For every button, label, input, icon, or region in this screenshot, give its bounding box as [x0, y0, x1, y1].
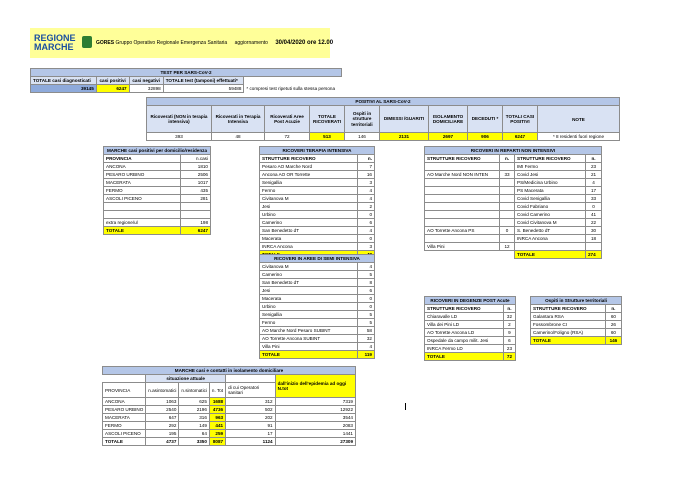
province-cases-row — [104, 163, 211, 171]
isolation-cell: 202 — [226, 414, 276, 422]
isolation-cell: 4736 — [209, 406, 225, 414]
isolation-row — [103, 430, 356, 438]
icu-table — [259, 146, 375, 259]
positives-header-recovered: DIMESSI /GUARITI — [380, 106, 429, 133]
non-icu-cell-right: 0 — [586, 203, 602, 211]
non-icu-cell-left: AO Torrette Ancona PS — [425, 227, 500, 235]
non-icu-cell-right: Covid Civitanova M — [515, 219, 586, 227]
isolation-subtitle: situazione attuale — [146, 375, 226, 383]
positives-total-value: 6247 — [503, 133, 538, 141]
non-icu-cell-left — [425, 235, 500, 243]
isolation-cell: 316 — [179, 414, 210, 422]
isolation-cell: ANCONA — [103, 398, 146, 406]
non-icu-total: 274 — [586, 251, 602, 259]
isolation-cell: 502 — [226, 406, 276, 414]
isolation-cell: 292 — [146, 422, 179, 430]
territorial-row — [531, 321, 622, 329]
org-name: GORES — [96, 40, 115, 46]
positives-icu-value: 48 — [212, 133, 265, 141]
territorial-title: Ospiti in Strutture territoriali — [531, 297, 622, 305]
non-icu-col-count-left: n. — [500, 155, 515, 163]
post-acute-cell: 32 — [503, 313, 515, 321]
icu-cell: 0 — [358, 235, 375, 243]
non-icu-cell-right: 33 — [586, 195, 602, 203]
non-icu-cell-left — [500, 219, 515, 227]
icu-row — [260, 171, 375, 179]
isolation-cell: PESARO URBINO — [103, 406, 146, 414]
isolation-total-asymptomatic: 4737 — [146, 438, 179, 446]
icu-row — [260, 163, 375, 171]
icu-row — [260, 219, 375, 227]
isolation-total-cumulative: 27309 — [275, 438, 355, 446]
non-icu-row — [425, 187, 602, 195]
positives-title: POSITIVI AL SARS-CoV-2 — [147, 98, 620, 106]
isolation-cell: 1688 — [209, 398, 225, 406]
post-acute-row — [425, 329, 516, 337]
territorial-cell: Camerino/Foligno (RSA) — [531, 329, 606, 337]
isolation-header-cumulative: dall'inizio dell'epidemia ad oggi N.tot — [275, 375, 355, 398]
non-icu-cell-left: 12 — [500, 243, 515, 251]
semi-icu-row — [260, 343, 375, 351]
isolation-title: MARCHE casi e contatti in isolamento domiciliare — [103, 367, 356, 375]
semi-icu-row — [260, 271, 375, 279]
semi-icu-row — [260, 335, 375, 343]
positives-header-post-acute: Ricoverati Aree Post Acuzie — [265, 106, 310, 133]
province-cases-cell: 1810 — [180, 163, 210, 171]
province-cases-row — [104, 187, 211, 195]
isolation-cell: 1441 — [275, 430, 355, 438]
semi-icu-row — [260, 295, 375, 303]
isolation-total-symptomatic: 3350 — [179, 438, 210, 446]
non-icu-cell-right: 4 — [586, 179, 602, 187]
positives-post-acute-value: 72 — [265, 133, 310, 141]
isolation-cell: 312 — [226, 398, 276, 406]
non-icu-col-count-right: n. — [586, 155, 602, 163]
non-icu-row — [425, 235, 602, 243]
semi-icu-title: RICOVERI IN AREE DI SEMI INTENSIVA — [260, 255, 375, 263]
tests-title: TEST PER SARS-CoV-2 — [31, 69, 342, 77]
province-cases-cell: extra regione/ul — [104, 219, 181, 227]
post-acute-cell: INRCA Fermo LD — [425, 345, 504, 353]
semi-icu-cell: Villa Pini — [260, 343, 358, 351]
non-icu-row — [425, 203, 602, 211]
icu-row — [260, 235, 375, 243]
isolation-cell: 2540 — [146, 406, 179, 414]
semi-icu-row — [260, 311, 375, 319]
icu-cell: Urbino — [260, 211, 358, 219]
isolation-cell: 647 — [146, 414, 179, 422]
semi-icu-cell: Macerata — [260, 295, 358, 303]
isolation-header-province: PROVINCIA — [103, 383, 146, 398]
semi-icu-cell: AO Torrette Ancona SUBINT — [260, 335, 358, 343]
post-acute-cell: Ospedale da campo milit. Jesi — [425, 337, 504, 345]
province-cases-row — [104, 219, 211, 227]
update-label: aggiornamento — [234, 40, 268, 46]
post-acute-col-count: n. — [503, 305, 515, 313]
text-cursor — [405, 403, 406, 410]
semi-icu-cell: 5 — [358, 311, 375, 319]
isolation-cell: 3544 — [275, 414, 355, 422]
semi-icu-table — [259, 254, 375, 359]
icu-row — [260, 227, 375, 235]
territorial-total-label: TOTALE — [531, 337, 606, 345]
non-icu-row — [425, 163, 602, 171]
province-cases-total: 6247 — [180, 227, 210, 235]
province-cases-row — [104, 179, 211, 187]
positives-territorial-value: 146 — [345, 133, 380, 141]
isolation-cell: 259 — [209, 430, 225, 438]
semi-icu-row — [260, 327, 375, 335]
isolation-row — [103, 406, 356, 414]
org-subtitle: Gruppo Operativo Regionale Emergenza Sanitaria — [115, 40, 228, 46]
post-acute-cell: 6 — [503, 337, 515, 345]
positives-non-icu-value: 393 — [147, 133, 212, 141]
semi-icu-total: 119 — [358, 351, 375, 359]
icu-cell: 2 — [358, 203, 375, 211]
isolation-cell: 17 — [226, 430, 276, 438]
province-cases-col-count: n.casi — [180, 155, 210, 163]
isolation-cell: 12922 — [275, 406, 355, 414]
non-icu-cell-left — [500, 163, 515, 171]
semi-icu-cell: 32 — [358, 335, 375, 343]
non-icu-row — [425, 171, 602, 179]
territorial-col-structure: STRUTTURE RICOVERO — [531, 305, 606, 313]
non-icu-cell-left: 33 — [500, 171, 515, 179]
logo-line-2: MARCHE — [34, 42, 74, 52]
non-icu-cell-left — [425, 179, 500, 187]
non-icu-row — [425, 227, 602, 235]
semi-icu-cell: Senigallia — [260, 311, 358, 319]
post-acute-cell: 23 — [503, 345, 515, 353]
isolation-cell: 441 — [209, 422, 225, 430]
tests-total-value: 59488 — [163, 85, 244, 93]
non-icu-row — [425, 195, 602, 203]
province-cases-cell: 281 — [180, 195, 210, 203]
non-icu-cell-right: Covid Fabriano — [515, 203, 586, 211]
non-icu-cell-right: Covid Senigallia — [515, 195, 586, 203]
province-cases-col-province: PROVINCIA — [104, 155, 181, 163]
province-cases-cell: 198 — [180, 219, 210, 227]
isolation-total-label: TOTALE — [103, 438, 146, 446]
isolation-cell: 2083 — [275, 422, 355, 430]
icu-cell: Fermo — [260, 187, 358, 195]
non-icu-cell-right: 41 — [586, 211, 602, 219]
isolation-cell: 149 — [179, 422, 210, 430]
isolation-cell: 7319 — [275, 398, 355, 406]
tests-header-diagnosed: TOTALE casi diagnosticati — [31, 77, 97, 85]
isolation-total-health-workers: 1124 — [226, 438, 276, 446]
positives-header-territorial: Ospiti in strutture territoriali — [345, 106, 380, 133]
non-icu-cell-right: Covid Camerino — [515, 211, 586, 219]
semi-icu-cell: 6 — [358, 287, 375, 295]
territorial-cell: 60 — [605, 313, 621, 321]
province-cases-cell — [180, 211, 210, 219]
semi-icu-cell: Fermo — [260, 319, 358, 327]
isolation-cell: FERMO — [103, 422, 146, 430]
isolation-header-asymptomatic: n.asintomatici — [146, 383, 179, 398]
post-acute-row — [425, 321, 516, 329]
province-cases-row — [104, 171, 211, 179]
logo-line-1: REGIONE — [34, 33, 76, 43]
icu-cell: 3 — [358, 243, 375, 251]
icu-cell: 7 — [358, 163, 375, 171]
tests-header-positive: casi positivi — [96, 77, 129, 85]
icu-cell: Senigallia — [260, 179, 358, 187]
province-cases-cell: 435 — [180, 187, 210, 195]
semi-icu-cell: Civitanova M — [260, 263, 358, 271]
isolation-table — [102, 366, 356, 446]
semi-icu-cell: Urbino — [260, 303, 358, 311]
positives-table — [146, 97, 620, 141]
non-icu-cell-left — [425, 187, 500, 195]
non-icu-cell-left: Villa Pini — [425, 243, 500, 251]
non-icu-total-label: TOTALE — [515, 251, 586, 259]
post-acute-cell: Chiaravalle LD — [425, 313, 504, 321]
non-icu-col-structure-left: STRUTTURE RICOVERO — [425, 155, 500, 163]
icu-cell: Jesi — [260, 203, 358, 211]
tests-diagnosed-value: 39145 — [31, 85, 97, 93]
icu-row — [260, 187, 375, 195]
semi-icu-cell: 5 — [358, 319, 375, 327]
logo-emblem-icon — [82, 36, 92, 48]
province-cases-cell: ANCONA — [104, 163, 181, 171]
semi-icu-cell: 8 — [358, 279, 375, 287]
icu-cell: 16 — [358, 171, 375, 179]
post-acute-row — [425, 345, 516, 353]
regione-marche-logo — [34, 34, 86, 54]
non-icu-cell-right: PS Macerata — [515, 187, 586, 195]
positives-header-total-hosp: TOTALE RICOVERATI — [310, 106, 345, 133]
icu-cell: Pesaro AO Marche Nord — [260, 163, 358, 171]
isolation-header-total: n. Tot — [209, 383, 225, 398]
province-cases-cell: PESARO URBINO — [104, 171, 181, 179]
semi-icu-row — [260, 303, 375, 311]
semi-icu-cell: 4 — [358, 343, 375, 351]
icu-cell: 6 — [358, 219, 375, 227]
territorial-row — [531, 329, 622, 337]
province-cases-cell — [104, 203, 181, 211]
post-acute-cell: 9 — [503, 329, 515, 337]
isolation-cell: 1063 — [146, 398, 179, 406]
isolation-row — [103, 398, 356, 406]
province-cases-row — [104, 203, 211, 211]
post-acute-table — [424, 296, 516, 361]
non-icu-row — [425, 219, 602, 227]
non-icu-cell-left — [425, 219, 500, 227]
tests-negative-value: 32898 — [129, 85, 163, 93]
isolation-cell: 2196 — [179, 406, 210, 414]
territorial-cell: Galantara RSA — [531, 313, 606, 321]
non-icu-col-structure-right: STRUTTURE RICOVERO — [515, 155, 586, 163]
non-icu-cell-right: 22 — [586, 219, 602, 227]
isolation-row — [103, 422, 356, 430]
province-cases-cell — [104, 211, 181, 219]
province-cases-total-label: TOTALE — [104, 227, 181, 235]
territorial-col-count: n. — [605, 305, 621, 313]
semi-icu-cell: 5 — [358, 271, 375, 279]
positives-header-non-icu: Ricoverati (NON in terapia intensiva) — [147, 106, 212, 133]
post-acute-cell: Villa dei Pini LD — [425, 321, 504, 329]
post-acute-total: 72 — [503, 353, 515, 361]
isolation-header-health-workers: di cui Operatori sanitari — [226, 383, 276, 398]
icu-cell: 0 — [358, 211, 375, 219]
province-cases-cell: ASCOLI PICENO — [104, 195, 181, 203]
non-icu-cell-right: PS/Medicina Urbino — [515, 179, 586, 187]
non-icu-cell-right: Covid Jesi — [515, 171, 586, 179]
non-icu-cell-right — [586, 243, 602, 251]
non-icu-cell-right: INRCA Ancona — [515, 235, 586, 243]
tests-positive-value: 6247 — [96, 85, 129, 93]
territorial-cell: Fossombrone CI — [531, 321, 606, 329]
province-cases-cell: 1017 — [180, 179, 210, 187]
positives-total-hosp-value: 513 — [310, 133, 345, 141]
province-cases-cell: 2506 — [180, 171, 210, 179]
post-acute-row — [425, 337, 516, 345]
icu-cell: 4 — [358, 227, 375, 235]
province-cases-row — [104, 195, 211, 203]
isolation-header-symptomatic: n.sintomatici — [179, 383, 210, 398]
province-cases-cell: MACERATA — [104, 179, 181, 187]
semi-icu-cell: 4 — [358, 263, 375, 271]
tests-table — [30, 68, 342, 93]
icu-col-structure: STRUTTURE RICOVERO — [260, 155, 358, 163]
post-acute-title: RICOVERI IN DEGENZE POST Acute — [425, 297, 516, 305]
non-icu-cell-left — [425, 211, 500, 219]
post-acute-total-label: TOTALE — [425, 353, 504, 361]
non-icu-cell-left — [500, 235, 515, 243]
non-icu-cell-left — [425, 203, 500, 211]
territorial-cell: 60 — [605, 329, 621, 337]
isolation-cell: 195 — [146, 430, 179, 438]
semi-icu-row — [260, 279, 375, 287]
non-icu-cell-left: 0 — [500, 227, 515, 235]
territorial-table — [530, 296, 622, 345]
semi-icu-row — [260, 263, 375, 271]
icu-row — [260, 243, 375, 251]
positives-isolation-value: 2697 — [429, 133, 468, 141]
icu-cell: 3 — [358, 179, 375, 187]
non-icu-cell-left — [425, 195, 500, 203]
non-icu-row — [425, 179, 602, 187]
non-icu-cell-left: AO Marche Nord NON INTEN — [425, 171, 500, 179]
positives-header-notes: NOTE — [538, 106, 620, 133]
non-icu-cell-left — [425, 163, 500, 171]
non-icu-cell-right — [515, 243, 586, 251]
icu-cell: Macerata — [260, 235, 358, 243]
non-icu-cell-left — [500, 195, 515, 203]
isolation-row — [103, 414, 356, 422]
post-acute-col-structure: STRUTTURE RICOVERO — [425, 305, 504, 313]
province-cases-table — [103, 146, 211, 235]
semi-icu-cell: 0 — [358, 303, 375, 311]
tests-header-total: TOTALE test (tamponi) effettuati* — [163, 77, 244, 85]
positives-recovered-value: 2131 — [380, 133, 429, 141]
isolation-cell: MACERATA — [103, 414, 146, 422]
icu-cell: Camerino — [260, 219, 358, 227]
header-info — [96, 40, 333, 47]
positives-header-deaths: DECEDUTI * — [468, 106, 503, 133]
semi-icu-cell: Camerino — [260, 271, 358, 279]
semi-icu-row — [260, 319, 375, 327]
non-icu-cell-left — [500, 211, 515, 219]
province-cases-cell: FERMO — [104, 187, 181, 195]
update-date: 30/04/2020 ore 12.00 — [275, 40, 334, 46]
isolation-cell: ASCOLI PICENO — [103, 430, 146, 438]
semi-icu-total-label: TOTALE — [260, 351, 358, 359]
icu-cell: 4 — [358, 195, 375, 203]
non-icu-table — [424, 146, 602, 259]
isolation-cell: 64 — [179, 430, 210, 438]
isolation-cell: 963 — [209, 414, 225, 422]
icu-cell: 4 — [358, 187, 375, 195]
province-cases-row — [104, 211, 211, 219]
isolation-total-total: 8087 — [209, 438, 225, 446]
non-icu-cell-right: S. Benedetto dT — [515, 227, 586, 235]
semi-icu-cell: 58 — [358, 327, 375, 335]
non-icu-cell-left — [500, 203, 515, 211]
isolation-cell: 625 — [179, 398, 210, 406]
semi-icu-cell: San Benedetto dT — [260, 279, 358, 287]
icu-col-count: n. — [358, 155, 375, 163]
semi-icu-cell: AO Marche Nord Pesaro SUBINT — [260, 327, 358, 335]
territorial-row — [531, 313, 622, 321]
isolation-cell: 91 — [226, 422, 276, 430]
territorial-total: 146 — [605, 337, 621, 345]
non-icu-title: RICOVERI IN REPARTI NON INTENSIVI — [425, 147, 602, 155]
non-icu-row — [425, 243, 602, 251]
non-icu-cell-left — [500, 187, 515, 195]
tests-header-negative: casi negativi — [129, 77, 163, 85]
non-icu-cell-right: 17 — [586, 187, 602, 195]
semi-icu-row — [260, 287, 375, 295]
icu-row — [260, 203, 375, 211]
tests-note: * compresi test ripetuti sulla stessa persona — [246, 86, 336, 91]
positives-deaths-value: 906 — [468, 133, 503, 141]
icu-cell: INRCA Ancona — [260, 243, 358, 251]
icu-row — [260, 195, 375, 203]
non-icu-row — [425, 211, 602, 219]
semi-icu-cell: 0 — [358, 295, 375, 303]
positives-header-icu: Ricoverati in Terapia Intensiva — [212, 106, 265, 133]
icu-cell: San Benedetto dT — [260, 227, 358, 235]
icu-title: RICOVERI TERAPIA INTENSIVA — [260, 147, 375, 155]
non-icu-cell-left — [500, 179, 515, 187]
positives-header-isolation: ISOLAMENTO DOMICILIARE — [429, 106, 468, 133]
positives-note-value: * 8 residenti fuori regione — [538, 133, 620, 141]
semi-icu-cell: Jesi — [260, 287, 358, 295]
non-icu-cell-right: 21 — [586, 171, 602, 179]
post-acute-row — [425, 313, 516, 321]
icu-row — [260, 211, 375, 219]
icu-cell: Civitanova M — [260, 195, 358, 203]
non-icu-cell-right: 23 — [586, 163, 602, 171]
province-cases-title: MARCHE casi positivi per domicilio/residenza — [104, 147, 211, 155]
icu-row — [260, 179, 375, 187]
positives-header-total: TOTALI CASI POSITIVI — [503, 106, 538, 133]
icu-cell: Ancona AO OR Torrette — [260, 171, 358, 179]
post-acute-cell: 2 — [503, 321, 515, 329]
non-icu-cell-right: IMI Fermo — [515, 163, 586, 171]
non-icu-cell-right: 30 — [586, 227, 602, 235]
territorial-cell: 26 — [605, 321, 621, 329]
non-icu-cell-right: 18 — [586, 235, 602, 243]
province-cases-cell — [180, 203, 210, 211]
post-acute-cell: AO Torrette Ancona LD — [425, 329, 504, 337]
